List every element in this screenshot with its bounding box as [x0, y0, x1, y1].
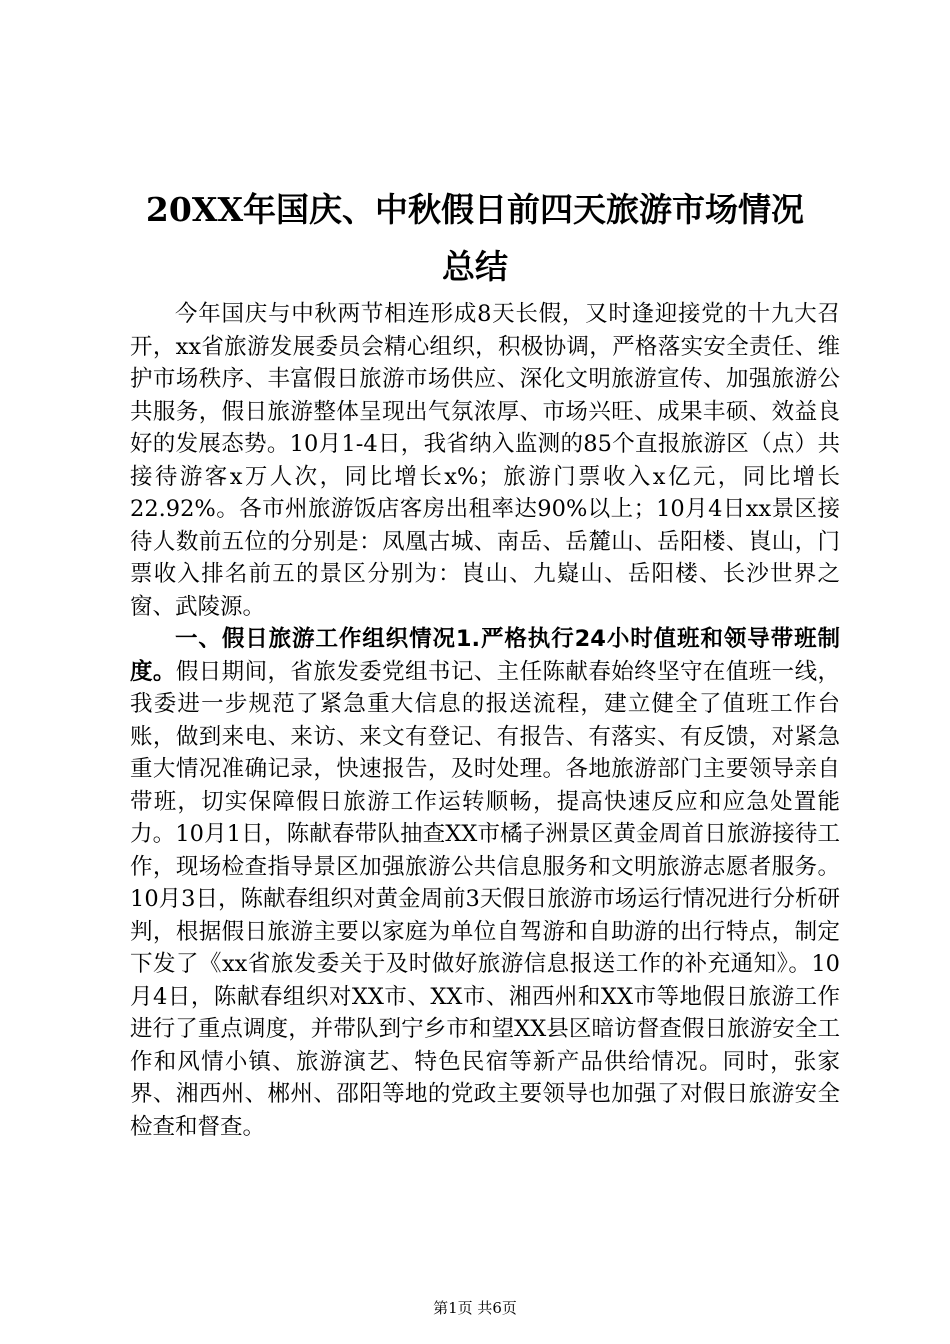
section1-heading: 一、假日旅游工作组织情况1.严格执行24小时值班和领导带班制度。	[130, 626, 840, 685]
page-footer: 第1页 共6页	[433, 1299, 517, 1317]
section1-body: 假日期间，省旅发委党组书记、主任陈献春始终坚守在值班一线，我委进一步规范了紧急重大信息的报送流程，建立健全了值班工作台账，做到来电、来访、来文有登记、有报告、有落实、有反馈，对紧急重大情况准确记录，快速报告，及时处理。各地旅游部门主要领导亲自带班，切实保障假日旅游工作运转顺畅，提高快速反应和应急处置能力。10月1日，陈献春带队抽查XX市橘子洲景区黄金周首日旅游接待工作，现场检查指导景区加强旅游公共信息服务和文明旅游志愿者服务。10月3日，陈献春组织对黄金周前3天假日旅游市场运行情况进行分析研判，根据假日旅游主要以家庭为单位自驾游和自助游的出行特点，制定下发了《xx省旅发委关于及时做好旅游信息报送工作的补充通知》。10月4日，陈献春组织对XX市、XX市、湘西州和XX市等地假日旅游工作进行了重点调度，并带队到宁乡市和望XX县区暗访督查假日旅游安全工作和风情小镇、旅游演艺、特色民宿等新产品供给情况。同时，张家界、湘西州、郴州、邵阳等地的党政主要领导也加强了对假日旅游安全检查和督查。	[130, 658, 840, 1140]
document-title-line1: 20XX年国庆、中秋假日前四天旅游市场情况	[145, 190, 805, 229]
document-title-line2: 总结	[442, 247, 508, 286]
section1-paragraph	[130, 623, 840, 1143]
document-body	[130, 298, 840, 1143]
intro-paragraph: 今年国庆与中秋两节相连形成8天长假，又时逢迎接党的十九大召开，xx省旅游发展委员会精心组织，积极协调，严格落实安全责任、维护市场秩序、丰富假日旅游市场供应、深化文明旅游宣传、加强旅游公共服务，假日旅游整体呈现出气氛浓厚、市场兴旺、成果丰硕、效益良好的发展态势。10月1-4日，我省纳入监测的85个直报旅游区（点）共接待游客x万人次，同比增长x%；旅游门票收入x亿元，同比增长22.92%。各市州旅游饭店客房出租率达90%以上；10月4日xx景区接待人数前五位的分别是：凤凰古城、南岳、岳麓山、岳阳楼、崀山，门票收入排名前五的景区分别为：崀山、九嶷山、岳阳楼、长沙世界之窗、武陵源。	[130, 301, 840, 620]
